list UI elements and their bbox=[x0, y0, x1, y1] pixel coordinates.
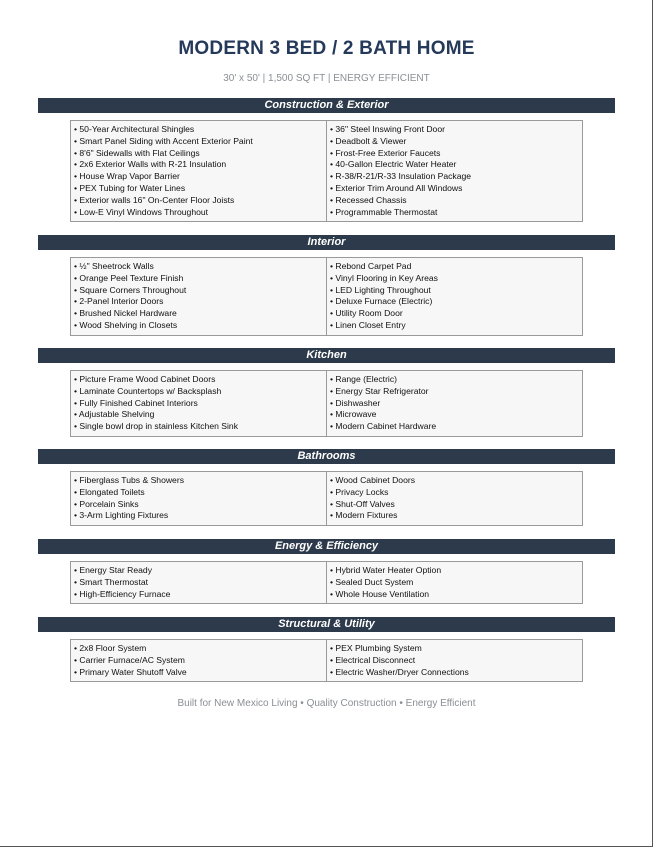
feature-box bbox=[70, 639, 583, 682]
feature-item: • Shut-Off Valves bbox=[330, 498, 395, 509]
section-bathrooms bbox=[38, 449, 615, 526]
feature-box bbox=[70, 120, 583, 222]
feature-column-left bbox=[71, 371, 326, 436]
feature-item: • R-38/R-21/R-33 Insulation Package bbox=[330, 171, 472, 182]
feature-item: • Programmable Thermostat bbox=[330, 206, 438, 217]
section-heading: Interior bbox=[38, 235, 615, 250]
feature-item: • Vinyl Flooring in Key Areas bbox=[330, 272, 438, 283]
section-heading: Construction & Exterior bbox=[38, 98, 615, 113]
feature-item: • Linen Closet Entry bbox=[330, 319, 406, 330]
feature-item: • Electrical Disconnect bbox=[330, 654, 416, 665]
feature-item: • Deadbolt & Viewer bbox=[330, 135, 407, 146]
feature-item: • Elongated Toilets bbox=[74, 486, 145, 497]
feature-item: • Deluxe Furnace (Electric) bbox=[330, 296, 433, 307]
feature-item: • LED Lighting Throughout bbox=[330, 284, 431, 295]
feature-item: • Fully Finished Cabinet Interiors bbox=[74, 397, 198, 408]
feature-box bbox=[70, 370, 583, 437]
section-heading: Energy & Efficiency bbox=[38, 539, 615, 554]
feature-box bbox=[70, 471, 583, 526]
feature-item: • 50-Year Architectural Shingles bbox=[74, 124, 195, 134]
feature-item: • Energy Star Ready bbox=[74, 565, 153, 575]
feature-item: • Single bowl drop in stainless Kitchen Sink bbox=[74, 421, 238, 432]
feature-item: • Primary Water Shutoff Valve bbox=[74, 666, 187, 677]
feature-item: • Picture Frame Wood Cabinet Doors bbox=[74, 374, 216, 384]
feature-item: • Privacy Locks bbox=[330, 486, 389, 497]
feature-column-right bbox=[326, 640, 582, 681]
feature-item: • Wood Cabinet Doors bbox=[330, 475, 416, 485]
feature-item: • Low-E Vinyl Windows Throughout bbox=[74, 206, 209, 217]
section-kitchen bbox=[38, 348, 615, 437]
feature-item: • Modern Cabinet Hardware bbox=[330, 421, 437, 432]
feature-item: • PEX Plumbing System bbox=[330, 643, 422, 653]
section-energy-efficiency bbox=[38, 539, 615, 604]
feature-item: • Exterior Trim Around All Windows bbox=[330, 182, 463, 193]
feature-item: • Energy Star Refrigerator bbox=[330, 385, 429, 396]
feature-item: • 2x8 Floor System bbox=[74, 643, 147, 653]
feature-item: • 36" Steel Inswing Front Door bbox=[330, 124, 445, 134]
feature-item: • Laminate Countertops w/ Backsplash bbox=[74, 385, 222, 396]
feature-item: • Sealed Duct System bbox=[330, 576, 414, 587]
feature-box bbox=[70, 257, 583, 336]
feature-item: • Smart Thermostat bbox=[74, 576, 149, 587]
feature-box bbox=[70, 561, 583, 604]
feature-item: • Square Corners Throughout bbox=[74, 284, 187, 295]
feature-column-right bbox=[326, 562, 582, 603]
feature-item: • 2-Panel Interior Doors bbox=[74, 296, 164, 307]
feature-item: • Whole House Ventilation bbox=[330, 588, 430, 599]
feature-item: • Frost-Free Exterior Faucets bbox=[330, 147, 441, 158]
feature-column-left bbox=[71, 472, 326, 525]
feature-item: • Adjustable Shelving bbox=[74, 409, 155, 420]
feature-item: • Dishwasher bbox=[330, 397, 381, 408]
feature-item: • Hybrid Water Heater Option bbox=[330, 565, 442, 575]
page-subtitle: 30' x 50' | 1,500 SQ FT | ENERGY EFFICIENT bbox=[223, 73, 430, 84]
feature-item: • Recessed Chassis bbox=[330, 194, 407, 205]
page-title: MODERN 3 BED / 2 BATH HOME bbox=[178, 38, 475, 59]
feature-item: • Modern Fixtures bbox=[330, 510, 398, 521]
page-footer: Built for New Mexico Living • Quality Construction • Energy Efficient bbox=[177, 698, 476, 709]
feature-item: • PEX Tubing for Water Lines bbox=[74, 182, 186, 193]
feature-item: • Wood Shelving in Closets bbox=[74, 319, 178, 330]
feature-item: • Microwave bbox=[330, 409, 377, 420]
feature-item: • ½" Sheetrock Walls bbox=[74, 261, 154, 271]
feature-item: • 2x6 Exterior Walls with R-21 Insulation bbox=[74, 159, 227, 170]
feature-item: • Fiberglass Tubs & Showers bbox=[74, 475, 184, 485]
feature-item: • 8'6" Sidewalls with Flat Ceilings bbox=[74, 147, 200, 158]
feature-item: • Exterior walls 16" On-Center Floor Joists bbox=[74, 194, 235, 205]
feature-column-left bbox=[71, 258, 326, 335]
feature-item: • Smart Panel Siding with Accent Exterior Paint bbox=[74, 135, 253, 146]
feature-column-right bbox=[326, 371, 582, 436]
section-heading: Structural & Utility bbox=[38, 617, 615, 632]
section-structural-utility bbox=[38, 617, 615, 682]
section-construction-exterior bbox=[38, 98, 615, 222]
feature-item: • Electric Washer/Dryer Connections bbox=[330, 666, 469, 677]
feature-item: • Brushed Nickel Hardware bbox=[74, 308, 177, 319]
feature-item: • Porcelain Sinks bbox=[74, 498, 139, 509]
feature-item: • Utility Room Door bbox=[330, 308, 403, 319]
feature-column-left bbox=[71, 121, 326, 221]
feature-item: • Orange Peel Texture Finish bbox=[74, 272, 184, 283]
feature-column-right bbox=[326, 121, 582, 221]
section-interior bbox=[38, 235, 615, 336]
feature-item: • High-Efficiency Furnace bbox=[74, 588, 171, 599]
feature-column-left bbox=[71, 562, 326, 603]
feature-item: • 3-Arm Lighting Fixtures bbox=[74, 510, 169, 521]
feature-item: • Rebond Carpet Pad bbox=[330, 261, 412, 271]
feature-column-right bbox=[326, 258, 582, 335]
section-heading: Bathrooms bbox=[38, 449, 615, 464]
feature-item: • House Wrap Vapor Barrier bbox=[74, 171, 180, 182]
section-heading: Kitchen bbox=[38, 348, 615, 363]
feature-column-right bbox=[326, 472, 582, 525]
feature-column-left bbox=[71, 640, 326, 681]
feature-item: • Carrier Furnace/AC System bbox=[74, 654, 185, 665]
feature-item: • Range (Electric) bbox=[330, 374, 398, 384]
feature-item: • 40-Gallon Electric Water Heater bbox=[330, 159, 457, 170]
